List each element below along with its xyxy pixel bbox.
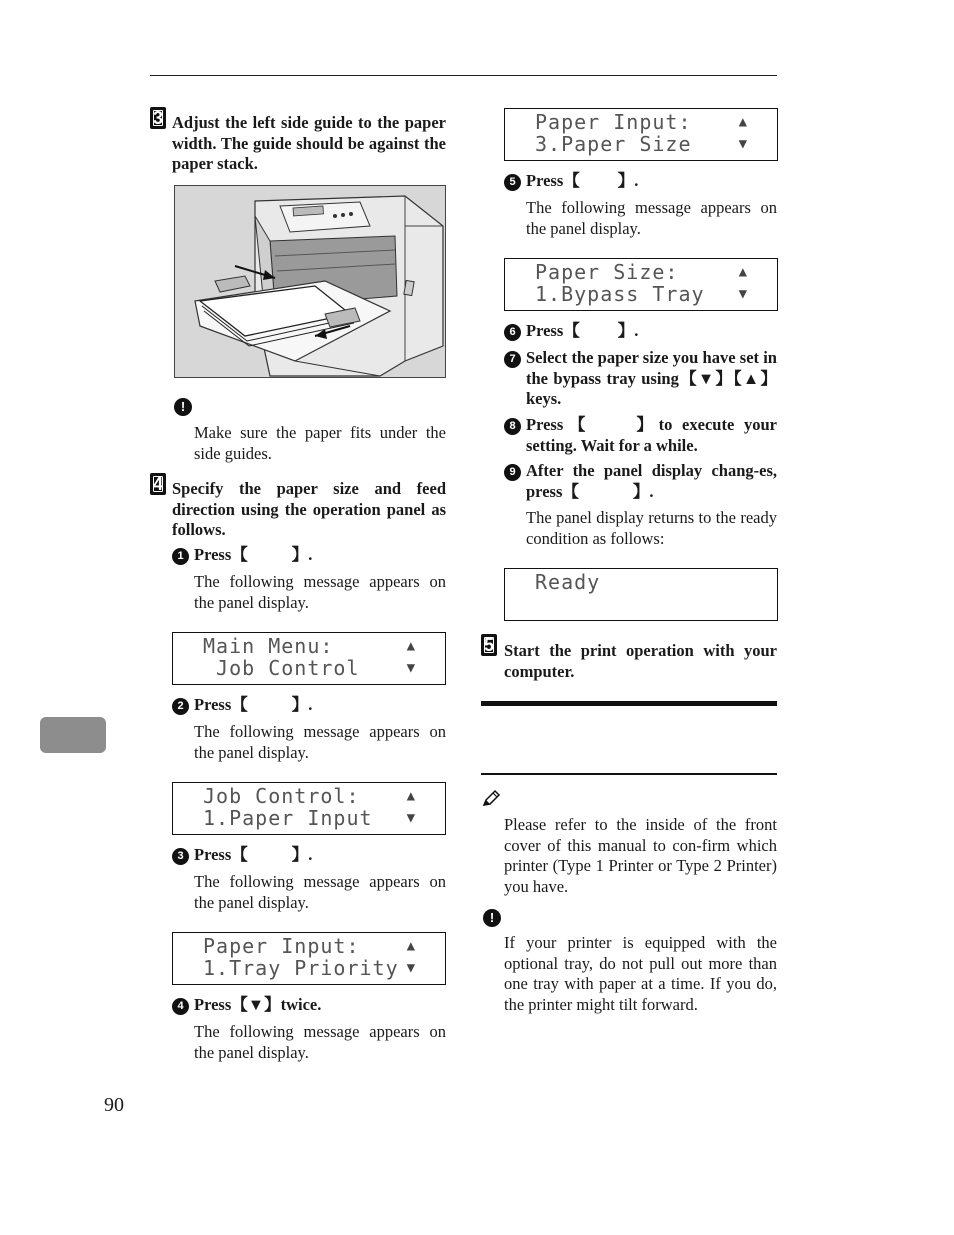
step-number-4: 4 (150, 473, 166, 495)
chapter-tab (40, 717, 106, 753)
important-icon: ! (483, 909, 501, 927)
down-arrow-icon: ▼ (738, 286, 747, 302)
step-number-3: 3 (150, 107, 166, 129)
important-note-1-text: Make sure the paper fits under the side guides. (194, 423, 446, 463)
substep-5-description: The following message appears on the panel display. (526, 198, 777, 238)
printer-illustration-svg (175, 186, 445, 377)
panel-line-1: Main Menu: (203, 634, 334, 658)
substep-number-7: 7 (504, 351, 521, 368)
panel-line-1: Paper Input: (203, 934, 360, 958)
panel-display-main-menu (172, 632, 446, 685)
up-arrow-icon: ▲ (738, 114, 747, 130)
step-3-text: Adjust the left side guide to the paper width. The guide should be against the paper stack. (172, 113, 446, 173)
substep-1-press: Press【 】. (194, 545, 313, 564)
section-rule-thick (481, 701, 777, 706)
substep-2-press: Press【 】. (194, 695, 313, 714)
panel-line-1: Ready (535, 570, 601, 594)
substep-number-9: 9 (504, 464, 521, 481)
step-5-text: Start the print operation with your computer. (504, 641, 777, 681)
down-arrow-icon: ▼ (406, 810, 415, 826)
substep-1-description: The following message appears on the panel display. (194, 572, 446, 612)
substep-5-press: Press【 】. (526, 171, 639, 190)
substep-8-text: Press【 】to execute your setting. Wait for a while. (526, 415, 777, 455)
up-arrow-icon: ▲ (406, 788, 415, 804)
substep-2-description: The following message appears on the panel display. (194, 722, 446, 762)
header-rule (150, 75, 777, 76)
important-icon: ! (174, 398, 192, 416)
panel-display-paper-input-3 (504, 108, 778, 161)
page-number: 90 (104, 1094, 124, 1116)
substep-9-description: The panel display returns to the ready condition as follows: (526, 508, 777, 548)
up-arrow-icon: ▲ (406, 938, 415, 954)
substep-number-1: 1 (172, 548, 189, 565)
panel-line-1: Paper Size: (535, 260, 679, 284)
down-arrow-icon: ▼ (406, 660, 415, 676)
substep-number-5: 5 (504, 174, 521, 191)
substep-number-4: 4 (172, 998, 189, 1015)
panel-line-2: 1.Tray Priority (203, 956, 399, 980)
substep-4-description: The following message appears on the panel display. (194, 1022, 446, 1062)
up-arrow-icon: ▲ (406, 638, 415, 654)
pencil-icon (481, 789, 501, 809)
substep-number-6: 6 (504, 324, 521, 341)
substep-3-description: The following message appears on the panel display. (194, 872, 446, 912)
substep-9-text: After the panel display chang-es, press【 】. (526, 461, 777, 501)
substep-4-text: Press【▼】twice. (194, 995, 322, 1014)
panel-line-2: 1.Paper Input (203, 806, 373, 830)
printer-bypass-tray-illustration (174, 185, 446, 378)
panel-display-job-control (172, 782, 446, 835)
substep-6-press: Press【 】. (526, 321, 639, 340)
panel-display-ready (504, 568, 778, 621)
substep-7-text: Select the paper size you have set in the bypass tray using【▼】【▲】keys. (526, 348, 777, 408)
section-rule-thin (481, 773, 777, 775)
panel-line-2: 1.Bypass Tray (535, 282, 705, 306)
important-note-2-text: If your printer is equipped with the optional tray, do not pull out more than one tray with paper at a time. If you do, the printer might tilt forward. (504, 933, 777, 1014)
down-arrow-icon: ▼ (406, 960, 415, 976)
panel-line-2: 3.Paper Size (535, 132, 692, 156)
note-text: Please refer to the inside of the front cover of this manual to con-firm which printer (Type 1 Printer or Type 2 Printer) you have. (504, 815, 777, 896)
panel-display-paper-size (504, 258, 778, 311)
step-4-text: Specify the paper size and feed direction using the operation panel as follows. (172, 479, 446, 539)
up-arrow-icon: ▲ (738, 264, 747, 280)
down-arrow-icon: ▼ (738, 136, 747, 152)
step-number-5: 5 (481, 634, 497, 656)
panel-line-1: Job Control: (203, 784, 360, 808)
substep-number-3: 3 (172, 848, 189, 865)
substep-number-8: 8 (504, 418, 521, 435)
panel-line-2: Job Control (203, 656, 360, 680)
panel-line-1: Paper Input: (535, 110, 692, 134)
substep-number-2: 2 (172, 698, 189, 715)
substep-3-press: Press【 】. (194, 845, 313, 864)
pencil-icon-svg (481, 789, 501, 809)
panel-display-paper-input-1 (172, 932, 446, 985)
